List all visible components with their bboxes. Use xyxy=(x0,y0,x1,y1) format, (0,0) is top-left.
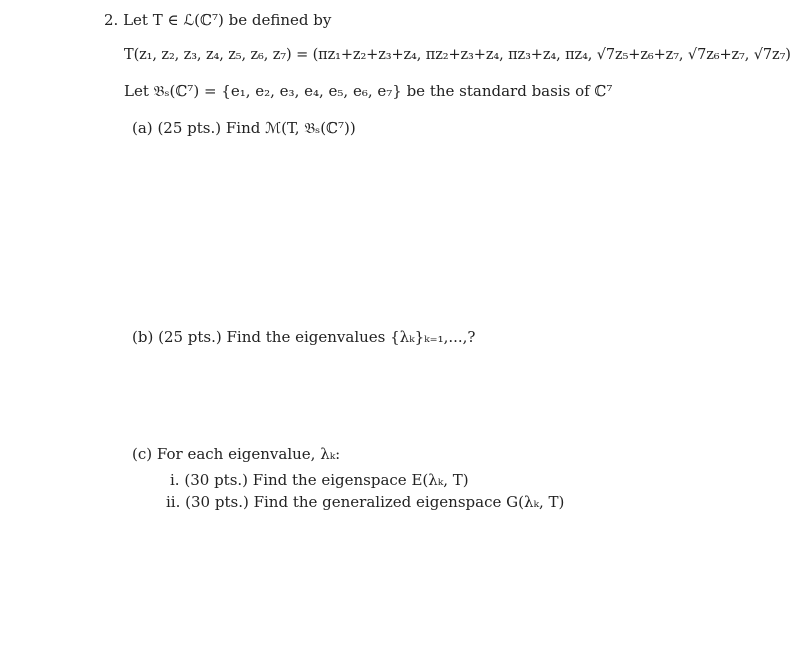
part-b-text: (25 pts.) Find the eigenvalues {λₖ}ₖ₌₁,...,? xyxy=(158,328,476,346)
part-c xyxy=(132,445,340,463)
part-a-label: (a) xyxy=(132,119,153,137)
part-c-i xyxy=(170,471,469,489)
part-a xyxy=(132,119,356,137)
basis-statement: Let 𝔅ₛ(ℂ⁷) = {e₁, e₂, e₃, e₄, e₅, e₆, e₇} be the standard basis of ℂ⁷ xyxy=(124,82,613,100)
operator-definition: T(z₁, z₂, z₃, z₄, z₅, z₆, z₇) = (πz₁+z₂+z₃+z₄, πz₂+z₃+z₄, πz₃+z₄, πz₄, √7z₅+z₆+z₇, √7z₆+z₇, √7z₇) xyxy=(124,47,791,63)
problem-number: 2. xyxy=(104,11,119,29)
part-b-label: (b) xyxy=(132,328,154,346)
problem-statement: Let T ∈ ℒ(ℂ⁷) be defined by xyxy=(123,11,332,29)
part-c-ii xyxy=(166,493,564,511)
problem-heading xyxy=(104,11,331,29)
part-c-ii-label: ii. xyxy=(166,493,181,511)
part-c-text: For each eigenvalue, λₖ: xyxy=(156,445,341,463)
part-c-i-text: (30 pts.) Find the eigenspace E(λₖ, T) xyxy=(184,471,469,489)
part-c-i-label: i. xyxy=(170,471,180,489)
part-b xyxy=(132,328,475,346)
part-c-label: (c) xyxy=(132,445,153,463)
part-a-text: (25 pts.) Find ℳ(T, 𝔅ₛ(ℂ⁷)) xyxy=(157,119,356,137)
part-c-ii-text: (30 pts.) Find the generalized eigenspace G(λₖ, T) xyxy=(185,493,565,511)
